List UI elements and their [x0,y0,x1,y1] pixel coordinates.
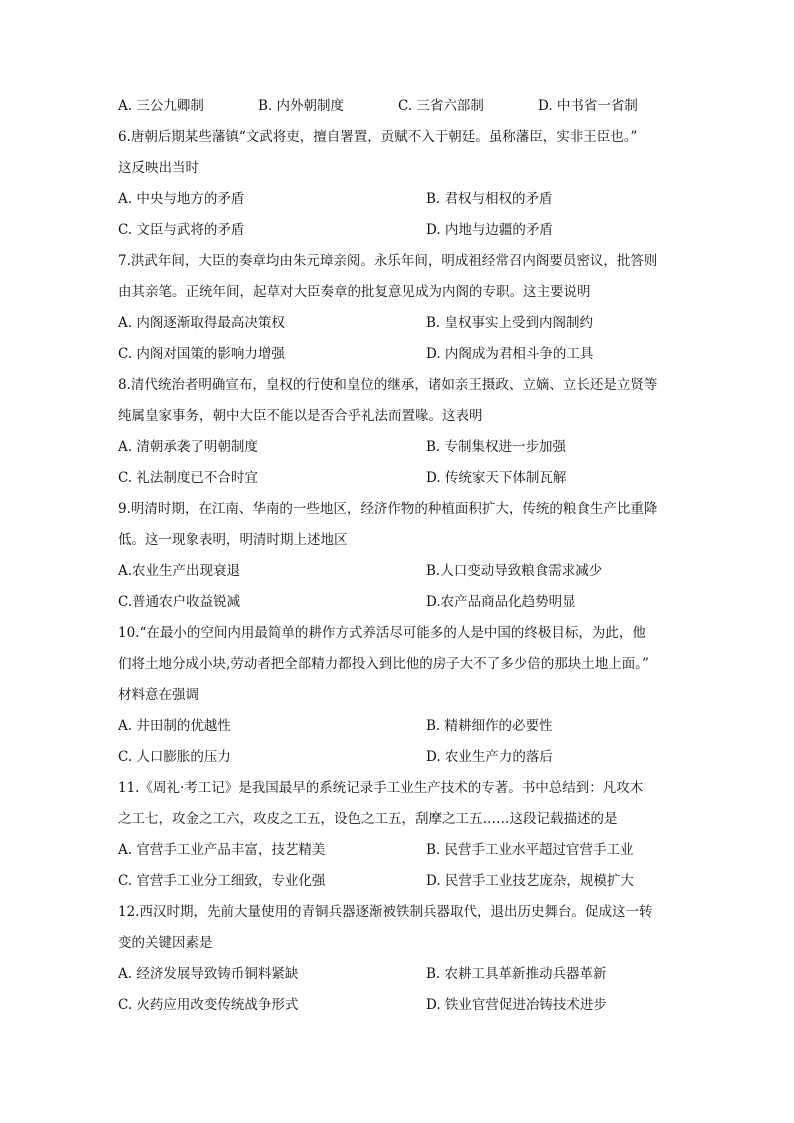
question-9-options-row [118,561,678,581]
question-7-stem [118,251,678,302]
question-11-stem [118,778,678,829]
question-9-options-row [118,592,678,612]
question-stem-line: 之工七，攻金之工六，攻皮之工五，设色之工五，刮摩之工五……这段记载描述的是 [118,811,618,827]
q7-option-d: D. 内阁成为君相斗争的工具 [426,346,594,362]
q5-option-b: B. 内外朝制度 [258,98,345,114]
q11-option-b: B. 民营手工业水平超过官营手工业 [426,842,634,858]
q5-options [118,96,678,116]
q8-option-c: C. 礼法制度已不合时宜 [118,470,258,486]
question-8-options-row [118,437,678,457]
q12-option-b: B. 农耕工具革新推动兵器革新 [426,966,607,982]
question-6-stem [118,127,678,178]
question-11-options-row [118,871,678,891]
q5-option-c: C. 三省六部制 [398,98,484,114]
q10-option-a: A. 井田制的优越性 [118,718,231,734]
q9-option-b: B.人口变动导致粮食需求减少 [426,563,603,579]
question-stem-line: 纯属皇家事务，朝中大臣不能以是否合乎礼法而置喙。这表明 [118,408,483,424]
q8-option-d: D. 传统家天下体制瓦解 [426,470,567,486]
q7-option-a: A. 内阁逐渐取得最高决策权 [118,315,285,331]
exam-page [118,96,678,1026]
q8-option-a: A. 清朝承袭了明朝制度 [118,439,258,455]
question-9-stem [118,499,678,550]
q11-option-c: C. 官营手工业分工细致，专业化强 [118,873,326,889]
question-10-options-row [118,716,678,736]
q7-option-b: B. 皇权事实上受到内阁制约 [426,315,594,331]
q7-option-c: C. 内阁对国策的影响力增强 [118,346,285,362]
question-stem-line: 们将土地分成小块,劳动者把全部精力都投入到比他的房子大不了多少倍的那块土地上面。” [118,656,649,672]
question-7-options-row [118,344,678,364]
question-stem-line: 这反映出当时 [118,160,199,176]
question-stem-line: 12.西汉时期，先前大量使用的青铜兵器逐渐被铁制兵器取代，退出历史舞台。促成这一转 [118,904,653,920]
q5-option-a: A. 三公九卿制 [118,98,204,114]
question-stem-line: 材料意在强调 [118,687,199,703]
q9-option-c: C.普通农户收益锐减 [118,594,241,610]
question-stem-line: 6.唐朝后期某些藩镇“文武将吏，擅自署置，贡赋不入于朝廷。虽称藩臣，实非王臣也。” [118,129,638,145]
question-6-options-row [118,220,678,240]
question-8-options-row [118,468,678,488]
question-stem-line: 10.“在最小的空间内用最简单的耕作方式养活尽可能多的人是中国的终极目标，为此，他 [118,625,646,641]
q9-option-d: D.农产品商品化趋势明显 [426,594,576,610]
q12-option-a: A. 经济发展导致铸币铜料紧缺 [118,966,299,982]
question-10-options-row [118,747,678,767]
question-stem-line: 8.清代统治者明确宣布，皇权的行使和皇位的继承，诸如亲王摄政、立嫡、立长还是立贤等 [118,377,658,393]
q5-option-d: D. 中书省一省制 [538,98,638,114]
q8-option-b: B. 专制集权进一步加强 [426,439,567,455]
question-stem-line: 11.《周礼·考工记》是我国最早的系统记录手工业生产技术的专著。书中总结到：凡攻木 [118,780,644,796]
question-10-stem [118,623,678,705]
question-stem-line: 变的关键因素是 [118,935,213,951]
question-stem-line: 由其亲笔。正统年间，起草对大臣奏章的批复意见成为内阁的专职。这主要说明 [118,284,591,300]
q6-option-d: D. 内地与边疆的矛盾 [426,222,553,238]
q6-option-a: A. 中央与地方的矛盾 [118,191,245,207]
q10-option-c: C. 人口膨胀的压力 [118,749,231,765]
q6-option-c: C. 文臣与武将的矛盾 [118,222,245,238]
question-stem-line: 7.洪武年间，大臣的奏章均由朱元璋亲阅。永乐年间，明成祖经常召内阁要员密议，批答则 [118,253,658,269]
question-8-stem [118,375,678,426]
question-stem-line: 低。这一现象表明，明清时期上述地区 [118,532,348,548]
q10-option-b: B. 精耕细作的必要性 [426,718,553,734]
q9-option-a: A.农业生产出现衰退 [118,563,241,579]
question-12-options-row [118,995,678,1015]
question-7-options-row [118,313,678,333]
q11-option-a: A. 官营手工业产品丰富，技艺精美 [118,842,326,858]
question-6-options-row [118,189,678,209]
question-11-options-row [118,840,678,860]
question-12-stem [118,902,678,953]
q10-option-d: D. 农业生产力的落后 [426,749,553,765]
question-12-options-row [118,964,678,984]
q12-option-c: C. 火药应用改变传统战争形式 [118,997,299,1013]
question-stem-line: 9.明清时期，在江南、华南的一些地区，经济作物的种植面积扩大，传统的粮食生产比重降 [118,501,658,517]
q11-option-d: D. 民营手工业技艺庞杂，规模扩大 [426,873,634,889]
q6-option-b: B. 君权与相权的矛盾 [426,191,553,207]
q12-option-d: D. 铁业官营促进冶铸技术进步 [426,997,607,1013]
